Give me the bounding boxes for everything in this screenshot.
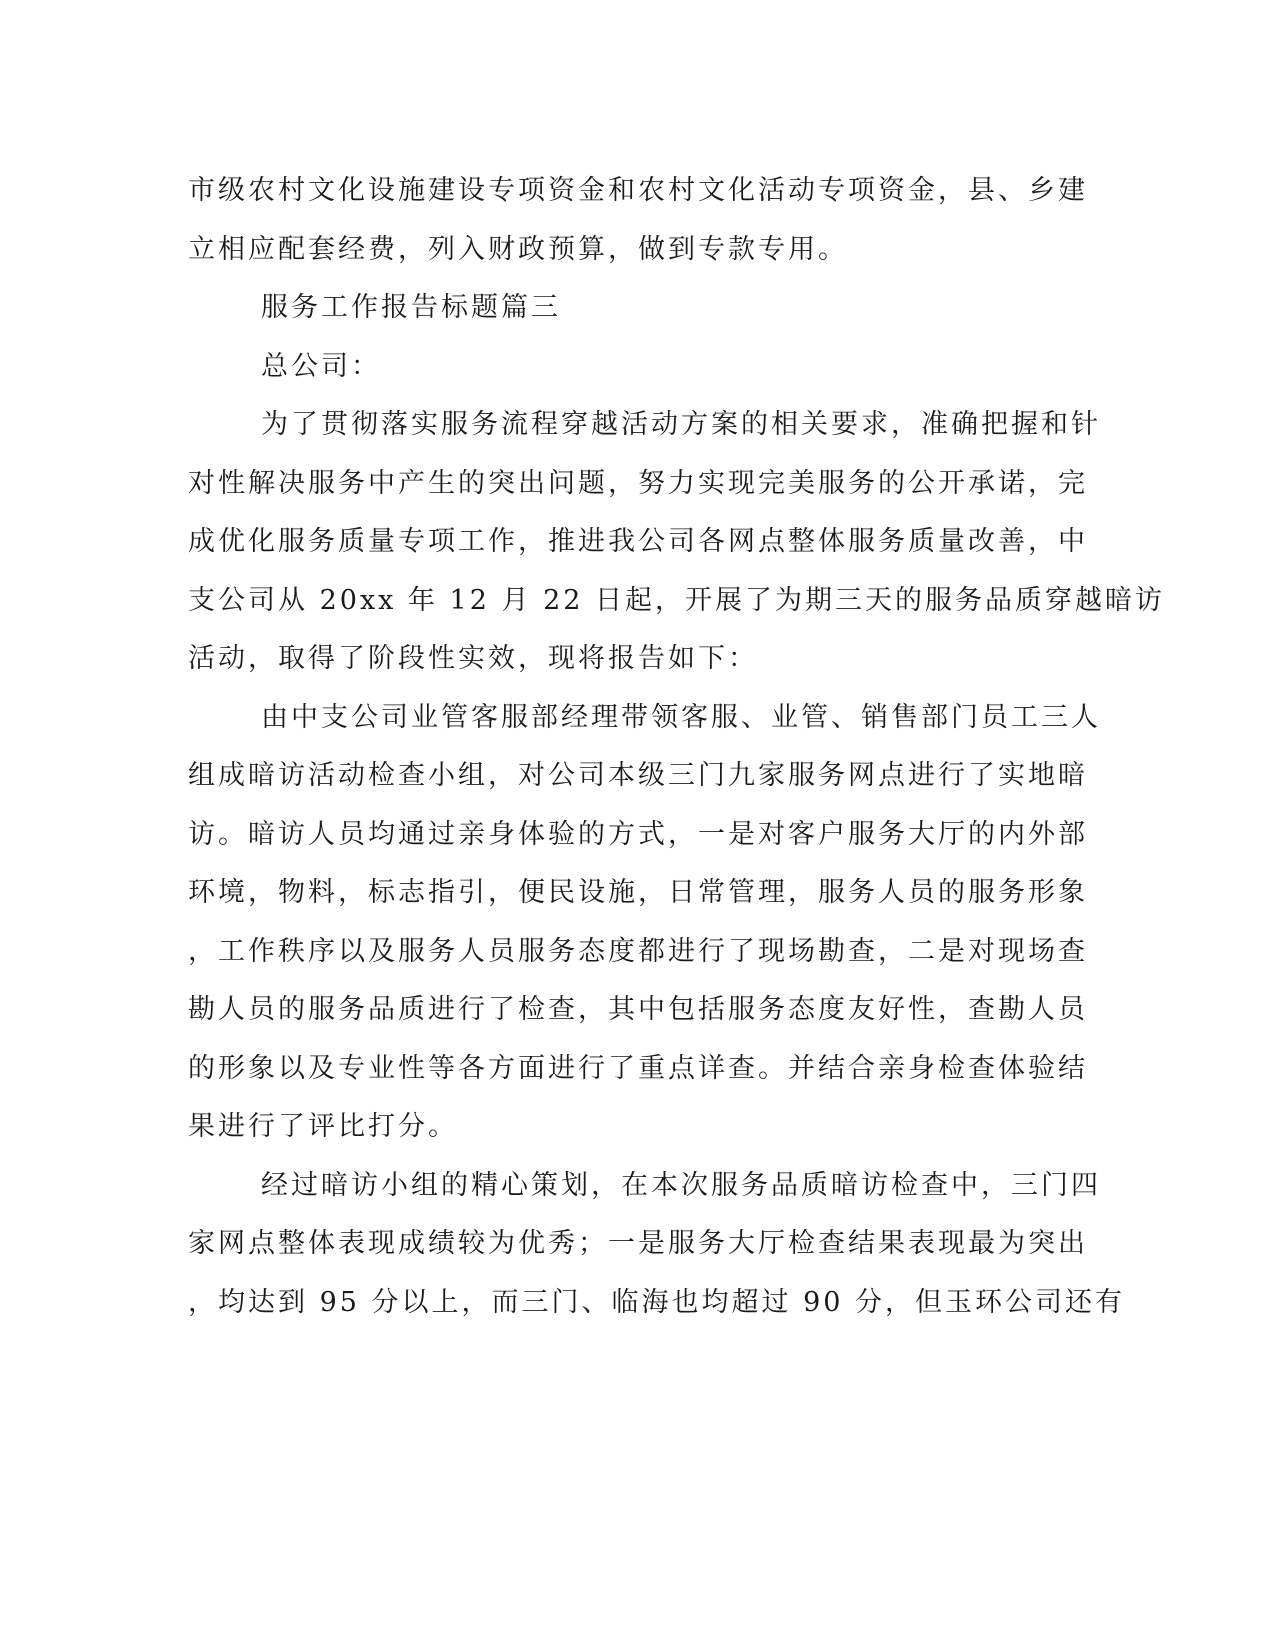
paragraph-line: ，均达到 95 分以上，而三门、临海也均超过 90 分，但玉环公司还有 <box>188 1286 1126 1318</box>
paragraph-line: 对性解决服务中产生的突出问题，努力实现完美服务的公开承诺，完 <box>188 467 1088 499</box>
section-title: 服务工作报告标题篇三 <box>261 292 561 323</box>
paragraph-line: 家网点整体表现成绩较为优秀；一是服务大厅检查结果表现最为突出 <box>188 1228 1088 1259</box>
paragraph-line: ，工作秩序以及服务人员服务态度都进行了现场勘查，二是对现场查 <box>188 935 1088 967</box>
paragraph-line: 成优化服务质量专项工作，推进我公司各网点整体服务质量改善，中 <box>188 526 1088 557</box>
paragraph-line: 由中支公司业管客服部经理带领客服、业管、销售部门员工三人 <box>261 701 1101 733</box>
paragraph-line: 访。暗访人员均通过亲身体验的方式，一是对客户服务大厅的内外部 <box>188 818 1088 850</box>
paragraph-line: 环境，物料，标志指引，便民设施，日常管理，服务人员的服务形象 <box>188 877 1088 908</box>
paragraph-line: 经过暗访小组的精心策划，在本次服务品质暗访检查中，三门四 <box>261 1169 1101 1201</box>
paragraph-line: 的形象以及专业性等各方面进行了重点详查。并结合亲身检查体验结 <box>188 1052 1088 1084</box>
paragraph-line: 市级农村文化设施建设专项资金和农村文化活动专项资金，县、乡建 <box>188 175 1088 206</box>
paragraph-line: 为了贯彻落实服务流程穿越活动方案的相关要求，准确把握和针 <box>261 409 1101 440</box>
paragraph-line: 立相应配套经费，列入财政预算，做到专款专用。 <box>188 233 848 265</box>
paragraph-line: 勘人员的服务品质进行了检查，其中包括服务态度友好性，查勘人员 <box>188 994 1088 1025</box>
salutation: 总公司： <box>261 350 381 382</box>
paragraph-line: 果进行了评比打分。 <box>188 1111 458 1142</box>
paragraph-line: 组成暗访活动检查小组，对公司本级三门九家服务网点进行了实地暗 <box>188 760 1088 791</box>
paragraph-line: 活动，取得了阶段性实效，现将报告如下： <box>188 643 758 674</box>
document-body <box>188 162 1166 1332</box>
paragraph-line: 支公司从 20xx 年 12 月 22 日起，开展了为期三天的服务品质穿越暗访 <box>188 584 1166 616</box>
